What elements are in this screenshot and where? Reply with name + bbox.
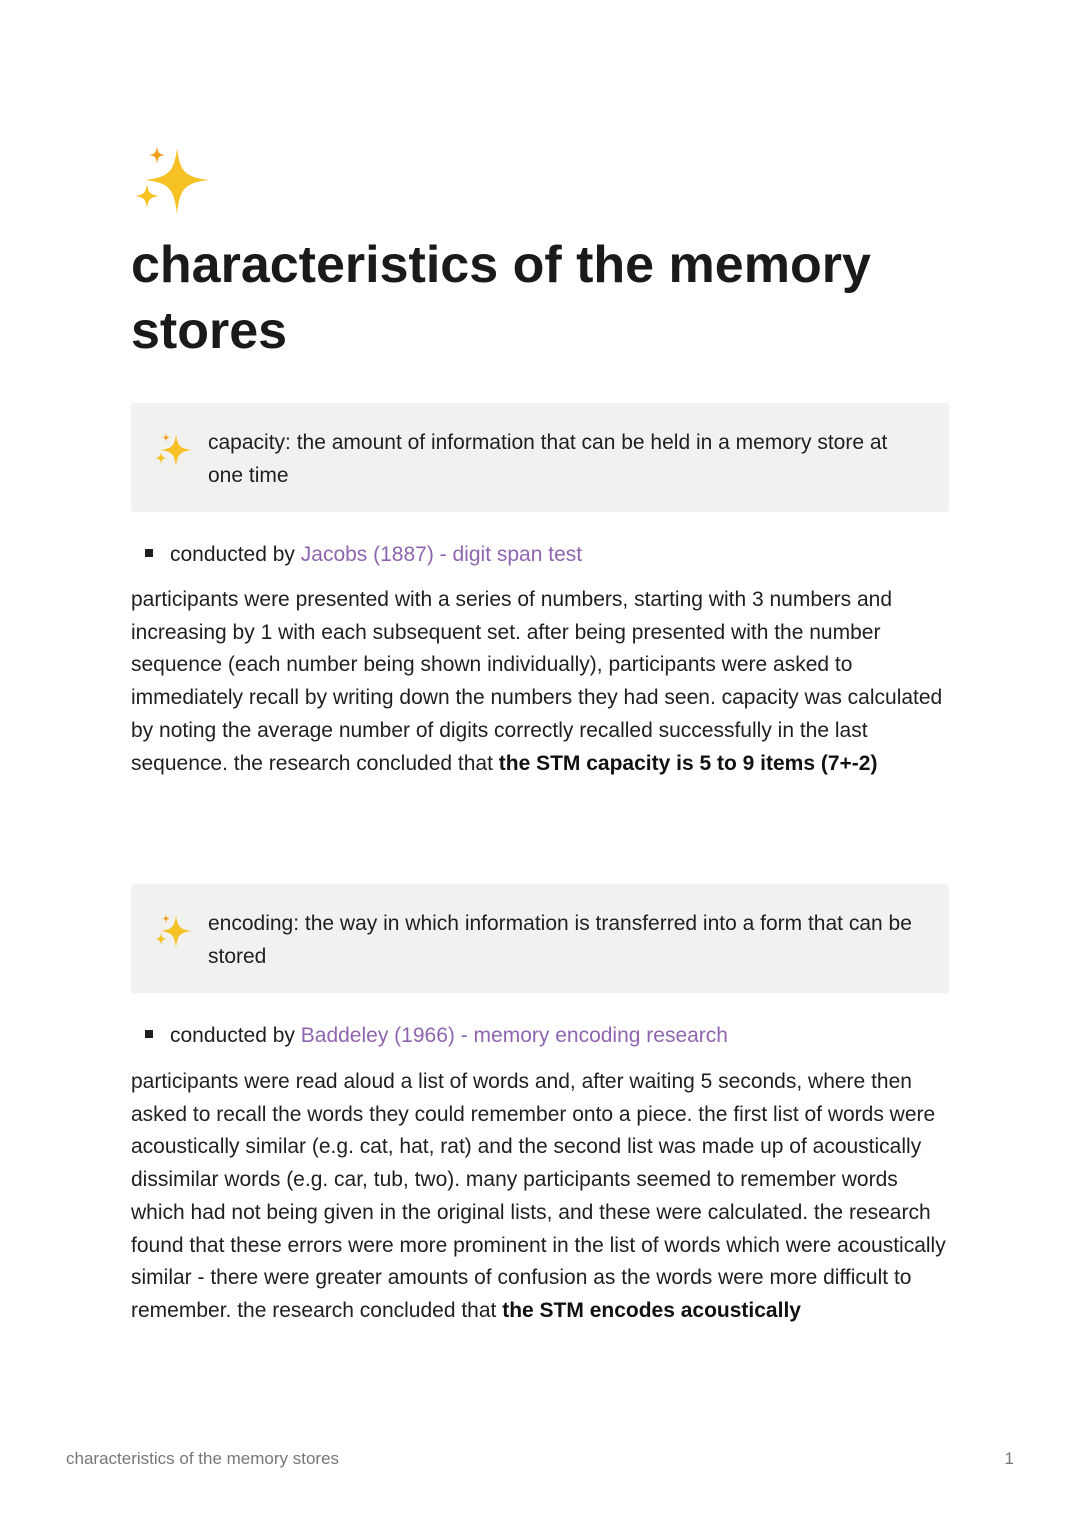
capacity-paragraph (131, 584, 946, 780)
paragraph-text: participants were read aloud a list of words and, after waiting 5 seconds, where then asked to recall the words they could remember onto a piece. the first list of words were acoustically similar (e.g. cat, hat, rat) and the second list was made up of acoustically dissimilar words (e.g. car, tub, two). many participants seemed to remember words which had not being given in the original lists, and these were calculated. the research found that these errors were more prominent in the list of words which were acoustically similar - there were greater amounts of confusion as the words were more difficult to remember. the research concluded that (131, 1070, 946, 1322)
bullet-item (131, 1021, 951, 1051)
paragraph-conclusion: the STM capacity is 5 to 9 items (7+-2) (498, 751, 878, 775)
paragraph-conclusion: the STM encodes acoustically (502, 1298, 801, 1322)
encoding-paragraph (131, 1066, 951, 1328)
callout-text: capacity: the amount of information that can be held in a memory store at one time (208, 431, 888, 487)
encoding-callout (131, 884, 949, 993)
reference-link[interactable]: Jacobs (1887) - digit span test (300, 543, 583, 566)
bullet-marker (145, 549, 153, 557)
page-number: 1 (1004, 1449, 1014, 1468)
footer-title: characteristics of the memory stores (66, 1449, 340, 1468)
sparkles-icon (131, 142, 211, 218)
bullet-prefix: conducted by (170, 543, 301, 566)
bullet-item (131, 540, 951, 570)
page-title: characteristics of the memory stores (131, 236, 871, 360)
capacity-callout (131, 403, 949, 512)
paragraph-text: participants were presented with a series of numbers, starting with 3 numbers and increasing by 1 with each subsequent set. after being presented with the number sequence (each number being shown individually), participants were asked to immediately recall by writing down the numbers they had seen. capacity was calculated by noting the average number of digits correctly recalled successfully in the last sequence. the research concluded that (131, 588, 943, 775)
bullet-marker (145, 1030, 153, 1038)
bullet-prefix: conducted by (170, 1024, 301, 1047)
reference-link[interactable]: Baddeley (1966) - memory encoding research (300, 1024, 728, 1047)
sparkles-icon (153, 911, 193, 951)
callout-text: encoding: the way in which information is transferred into a form that can be stored (208, 912, 912, 968)
sparkles-icon (153, 430, 193, 470)
